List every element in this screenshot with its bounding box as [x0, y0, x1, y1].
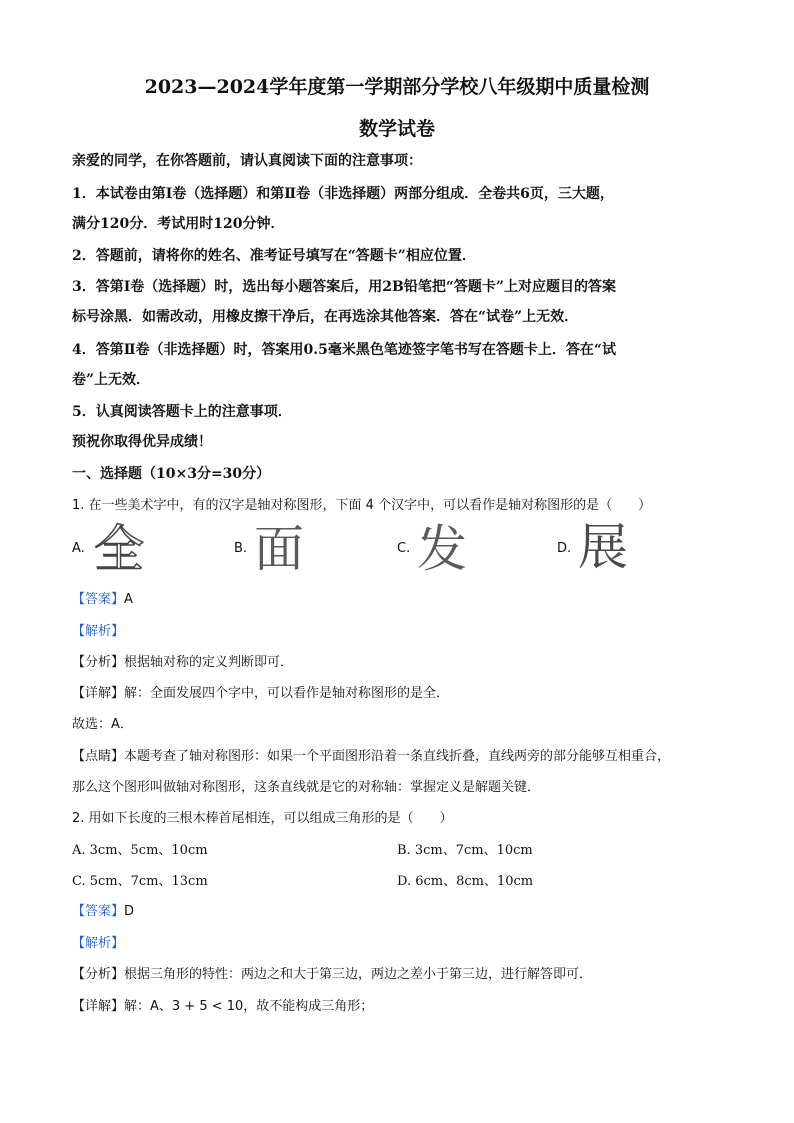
q2-answer-row [72, 900, 134, 919]
q1-choice: 故选：A． [72, 717, 133, 732]
q2-fenxi-row [72, 963, 592, 982]
q2-answer-tag: 【答案】 [72, 904, 125, 919]
instruction-3-line-1: 3．答第Ⅰ卷（选择题）时，选出每小题答案后，用2B铅笔把“答题卡”上对应题目的答案 [72, 279, 616, 295]
q1-fenxi: 根据轴对称的定义判断即可． [124, 655, 294, 670]
exam-subtitle: 数学试卷 [358, 118, 435, 140]
q1-answer-row [72, 588, 133, 607]
q1-analysis-tag: 【解析】 [72, 624, 125, 639]
q1-option-a-glyph: 全 [94, 520, 144, 578]
q1-option-a-label: A. [72, 541, 85, 556]
instruction-1-line-2: 满分120分．考试用时120分钟． [72, 216, 285, 232]
instruction-3-line-2: 标号涂黑．如需改动，用橡皮擦干净后，在再选涂其他答案．答在“试卷”上无效． [72, 309, 579, 325]
q2-option-c: C. 5cm、7cm、13cm [72, 874, 208, 889]
exam-title: 2023—2024学年度第一学期部分学校八年级期中质量检测 [144, 76, 650, 98]
q1-option-d-label: D. [557, 541, 572, 556]
instruction-5: 5．认真阅读答题卡上的注意事项． [72, 404, 292, 420]
q1-fenxi-row [72, 651, 293, 670]
q1-option-b-glyph: 面 [254, 520, 304, 578]
q1-xiangjie-tag: 【详解】 [72, 686, 125, 701]
q1-option-b-label: B. [234, 541, 248, 556]
q2-xiangjie: 解：A、3 + 5 < 10，故不能构成三角形； [124, 999, 374, 1014]
q1-dianjing-line-1: 本题考查了轴对称图形：如果一个平面图形沿着一条直线折叠，直线两旁的部分能够互相重合， [124, 749, 671, 764]
q1-answer-tag: 【答案】 [72, 592, 125, 607]
instruction-2: 2．答题前，请将你的姓名、准考证号填写在“答题卡”相应位置． [72, 248, 476, 264]
q2-option-b: B. 3cm、7cm、10cm [397, 843, 533, 858]
q2-fenxi-tag: 【分析】 [72, 967, 125, 982]
q2-analysis-tag: 【解析】 [72, 936, 125, 951]
q1-xiangjie: 解：全面发展四个字中，可以看作是轴对称图形的是全． [124, 686, 450, 701]
q2-fenxi: 根据三角形的特性：两边之和大于第三边，两边之差小于第三边，进行解答即可． [124, 967, 593, 982]
question-2-stem: 2. 用如下长度的三根木棒首尾相连，可以组成三角形的是（ ） [72, 811, 453, 826]
question-1-stem: 1. 在一些美术字中，有的汉字是轴对称图形，下面 4 个汉字中，可以看作是轴对称图形的是（ ） [72, 498, 652, 513]
q2-option-a: A. 3cm、5cm、10cm [72, 843, 208, 858]
q2-xiangjie-row [72, 995, 373, 1014]
q1-option-c-glyph: 发 [417, 520, 467, 578]
q1-dianjing-row [72, 745, 670, 764]
q2-option-d: D. 6cm、8cm、10cm [397, 874, 534, 889]
q2-answer: D [124, 904, 135, 919]
q1-xiangjie-row [72, 682, 449, 701]
q1-option-c-label: C. [397, 541, 411, 556]
q2-xiangjie-tag: 【详解】 [72, 999, 125, 1014]
q1-option-d-glyph: 展 [578, 518, 628, 576]
q1-analysis-row [72, 620, 124, 639]
section-1-heading: 一、选择题（10×3分=30分） [72, 466, 271, 482]
q1-fenxi-tag: 【分析】 [72, 655, 125, 670]
instruction-4-line-1: 4．答第Ⅱ卷（非选择题）时，答案用0.5毫米黑色笔迹签字笔书写在答题卡上．答在“试 [72, 342, 616, 358]
q1-dianjing-tag: 【点睛】 [72, 749, 125, 764]
instruction-4-line-2: 卷”上无效． [72, 372, 151, 388]
q1-answer: A [124, 592, 133, 607]
instructions-greeting: 亲爱的同学，在你答题前，请认真阅读下面的注意事项： [72, 153, 422, 169]
good-luck-wish: 预祝你取得优异成绩！ [72, 434, 212, 450]
instruction-1-line-1: 1．本试卷由第Ⅰ卷（选择题）和第Ⅱ卷（非选择题）两部分组成．全卷共6页，三大题， [72, 186, 614, 202]
q2-analysis-row [72, 932, 124, 951]
q1-dianjing-line-2: 那么这个图形叫做轴对称图形，这条直线就是它的对称轴：掌握定义是解题关键． [72, 780, 541, 795]
